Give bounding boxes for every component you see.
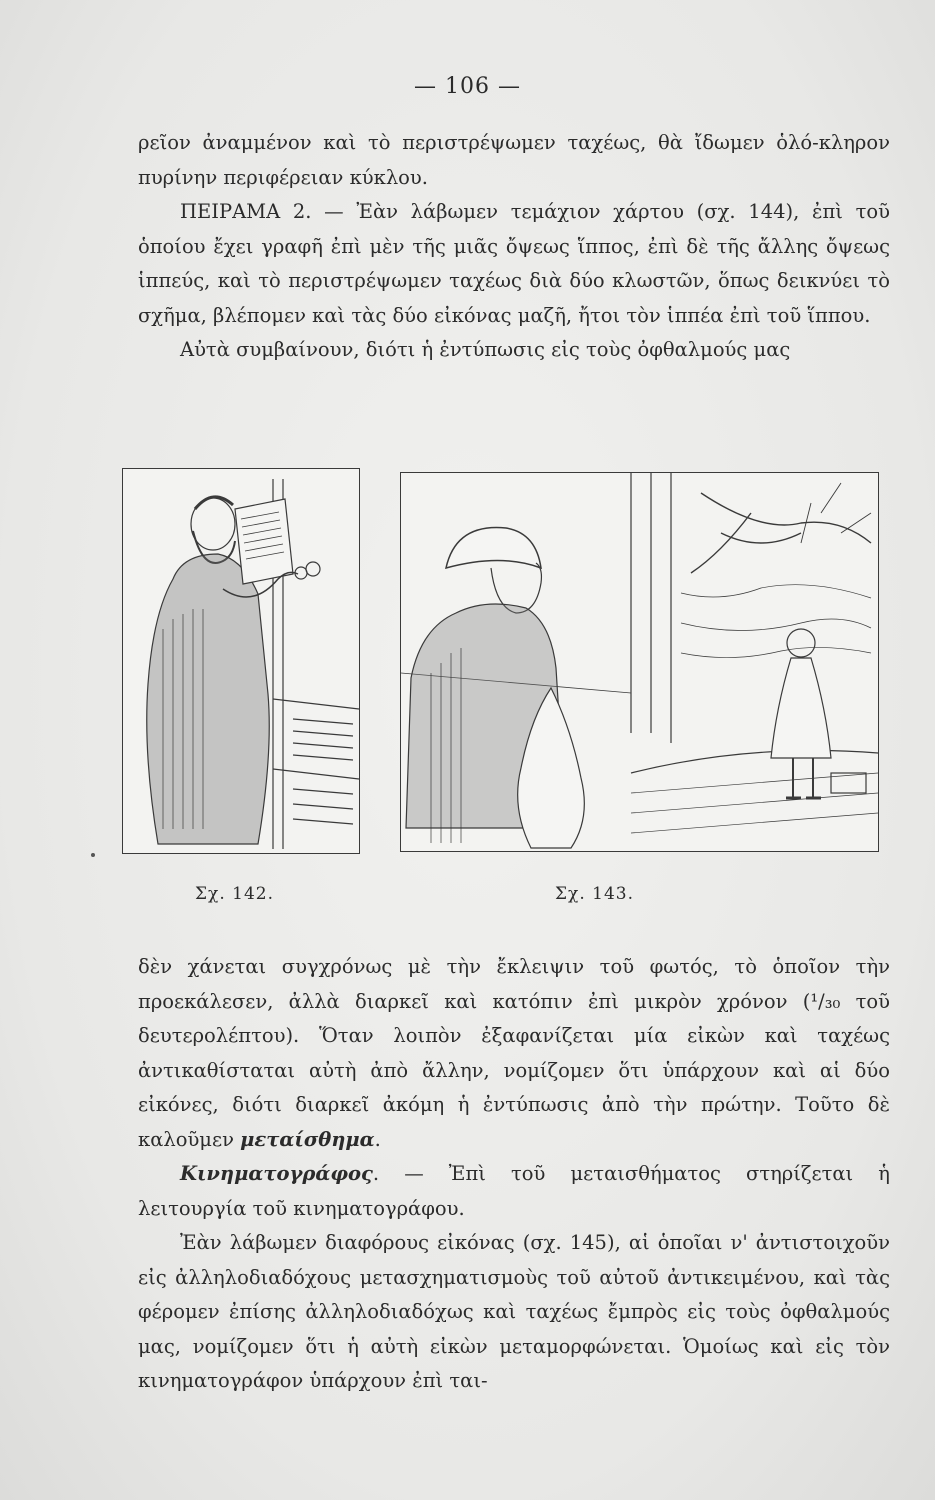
paragraph-text: . — Ἐπὶ τοῦ μεταισθήματος στηρίζεται ἡ λειτουργία τοῦ κινηματογράφου. bbox=[138, 1162, 890, 1220]
figure-143-caption: Σχ. 143. bbox=[555, 884, 634, 904]
paragraph bbox=[138, 1157, 890, 1226]
paragraph: Αὐτὰ συμβαίνουν, διότι ἡ ἐντύπωσις εἰς τοὺς ὀφθαλμούς μας bbox=[180, 338, 791, 361]
figure-142-caption: Σχ. 142. bbox=[195, 884, 274, 904]
paragraph-text: . bbox=[374, 1127, 381, 1151]
figure-142-illustration bbox=[122, 468, 360, 854]
ink-speck bbox=[91, 853, 95, 857]
paragraph: Ἐὰν λάβωμεν διαφόρους εἰκόνας (σχ. 145), αἱ ὁποῖαι ν' ἀντιστοιχοῦν εἰς ἀλληλοδιαδόχους μετασχηματισμοὺς τοῦ αὐτοῦ ἀντικειμένου, καὶ τὰς φέρομεν ἐπίσης ἀλληλοδιαδόχως καὶ ταχέως ἔμπρὸς εἰς τοὺς ὀφθαλμούς μας, νομίζομεν ὅτι ἡ αὐτὴ εἰκὼν μεταμορφώνεται. Ὁμοίως καὶ εἰς τὸν κινηματογράφον ὑπάρχουν ἐπὶ ται- bbox=[138, 1231, 890, 1392]
bottom-text-block bbox=[138, 950, 890, 1399]
top-text-block bbox=[138, 126, 890, 368]
term-metaisthima: μεταίσθημα bbox=[240, 1127, 375, 1151]
paragraph: ρεῖον ἀναμμένον καὶ τὸ περιστρέψωμεν ταχέως, θὰ ἴδωμεν ὁλό-κληρον πυρίνην περιφέρειαν κύκλου. bbox=[138, 131, 890, 189]
figure-143-illustration bbox=[400, 472, 879, 852]
paragraph: ΠΕΙΡΑΜΑ 2. — Ἐὰν λάβωμεν τεμάχιον χάρτου (σχ. 144), ἐπὶ τοῦ ὁποίου ἔχει γραφῆ ἐπὶ μὲν τῆς μιᾶς ὄψεως ἵππος, ἐπὶ δὲ τῆς ἄλλης ὄψεως ἱππεύς, καὶ τὸ περιστρέψωμεν ταχέως διὰ δύο κλωστῶν, ὅπως δεικνύει τὸ σχῆμα, βλέπομεν καὶ τὰς δύο εἰκόνας μαζῆ, ἤτοι τὸν ἱππέα ἐπὶ τοῦ ἵππου. bbox=[138, 200, 890, 327]
paragraph-text: δὲν χάνεται συγχρόνως μὲ τὴν ἔκλειψιν τοῦ φωτός, τὸ ὁποῖον τὴν προεκάλεσεν, ἀλλὰ διαρκεῖ καὶ κατόπιν ἐπὶ μικρὸν χρόνον (¹/₃₀ τοῦ δευτερολέπτου). Ὅταν λοιπὸν ἐξαφανίζεται μία εἰκὼν καὶ ταχέως ἀντικαθίσταται αὐτὴ ἀπὸ ἄλλην, νομίζομεν ὅτι ὑπάρχουν καὶ αἱ δύο εἰκόνες, διότι διαρκεῖ ἀκόμη ἡ ἐντύπωσις ἀπὸ τὴν πρώτην. Τοῦτο δὲ καλοῦμεν bbox=[138, 955, 890, 1151]
term-kinimatografos: Κινηματογράφος bbox=[180, 1162, 373, 1185]
paragraph bbox=[138, 950, 890, 1157]
page-number: — 106 — bbox=[414, 74, 521, 99]
